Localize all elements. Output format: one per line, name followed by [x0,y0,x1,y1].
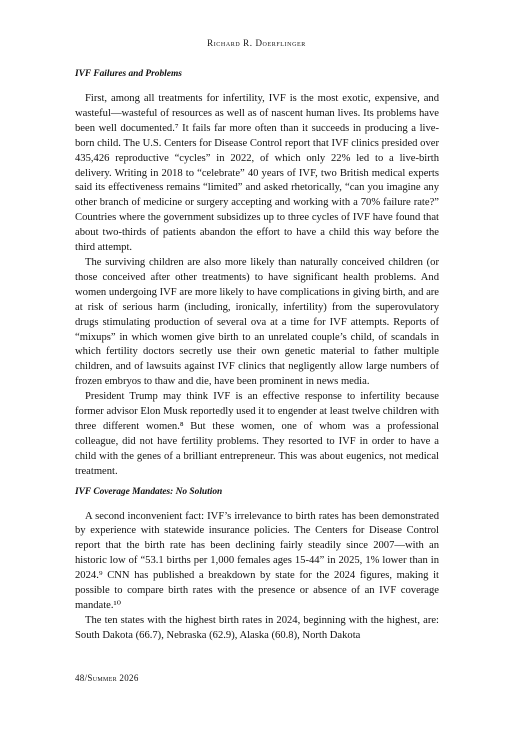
paragraph: First, among all treatments for infertility, IVF is the most exotic, expensive, and wasteful—wasteful of resources as well as of nascent human lives. Its problems have been well documented.⁷ It fails far more often than it succeeds in producing a live-born child. The U.S. Centers for Disease Control report that IVF clinics presided over 435,426 reproductive “cycles” in 2022, of which only 22% led to a live-birth delivery. Writing in 2018 to “celebrate” 40 years of IVF, two British medical experts said its effectiveness remains “limited” and asked rhetorically, “can you imagine any other branch of medicine or surgery accepting and working with a 70% failure rate?” Countries where the government subsidizes up to three cycles of IVF have found that about two-thirds of patients abandon the effort to have a child this way before the third attempt. [75,93,439,254]
paragraph: The ten states with the highest birth rates in 2024, beginning with the highest, are: South Dakota (66.7), Nebraska (62.9), Alaska (60.8), North Dakota [75,614,439,641]
article-body [75,68,439,644]
page-footer: 48/Summer 2026 [75,673,139,683]
section-ivf-failures [75,68,439,480]
paragraph: A second inconvenient fact: IVF’s irrelevance to birth rates has been demonstrated by experience with statewide insurance policies. The Centers for Disease Control report that the birth rate has been declining fairly steadily since 2007—with an historic low of “53.1 births per 1,000 females ages 15-44” in 2025, 1% lower than in 2024.⁹ CNN has published a breakdown by state for the 2024 figures, making it possible to compare birth rates with the presence or absence of an IVF coverage mandate.¹⁰ [75,510,439,611]
section-heading: IVF Coverage Mandates: No Solution [75,486,223,497]
section-ivf-coverage-mandates [75,486,439,644]
paragraph: President Trump may think IVF is an effective response to infertility because former advisor Elon Musk reportedly used it to engender at least twelve children with three different women.⁸ But these women, one of whom was a professional colleague, did not have fertility problems. They resorted to IVF in order to have a child with the genes of a brilliant entrepreneur. This was about eugenics, not medical treatment. [75,391,439,477]
running-head: Richard R. Doerflinger [207,38,306,48]
paragraph: The surviving children are also more likely than naturally conceived children (or those conceived after other treatments) to have significant health problems. And women undergoing IVF are more likely to have complications in giving birth, and are at risk of serious harm (including, ironically, infertility) from the superovulatory drugs stimulating production of several ova at a time for IVF attempts. Reports of “mixups” in which women give birth to an unrelated couple’s child, of scandals in which fertility doctors secretly use their own genetic material to father multiple children, and of lawsuits against IVF clinics that negligently allow large numbers of frozen embryos to thaw and die, have been prominent in news media. [75,256,439,388]
section-heading: IVF Failures and Problems [75,69,182,79]
